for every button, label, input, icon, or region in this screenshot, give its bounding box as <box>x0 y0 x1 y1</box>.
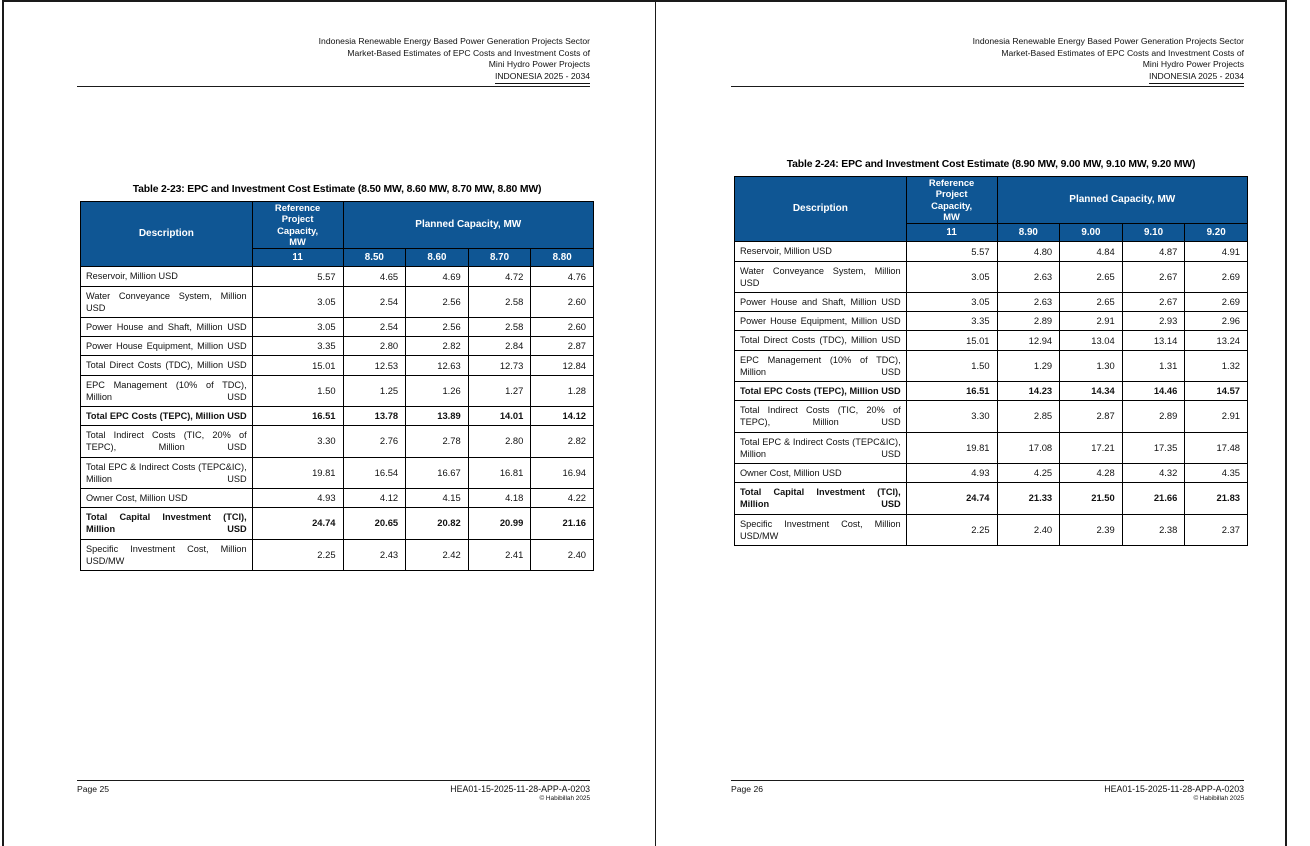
cell-planned-value: 4.22 <box>531 489 594 508</box>
header-rule <box>731 86 1244 87</box>
page-number: Page 25 <box>77 784 110 794</box>
ref-line-3: Capacity, <box>277 224 319 236</box>
cell-planned-value: 20.82 <box>406 508 469 539</box>
cell-planned-value: 2.60 <box>531 286 594 317</box>
table-row <box>81 426 594 457</box>
table-row <box>81 457 594 488</box>
row-label: Total Capital Investment (TCI), Million USD <box>735 483 907 514</box>
table-row <box>81 337 594 356</box>
table-row <box>735 350 1248 381</box>
table-row <box>81 539 594 570</box>
cost-table <box>80 201 594 571</box>
header-line-4: INDONESIA 2025 - 2034 <box>1149 71 1244 84</box>
cell-reference-value: 19.81 <box>252 457 343 488</box>
cell-planned-value: 14.46 <box>1122 382 1185 401</box>
header-line-3: Mini Hydro Power Projects <box>488 59 590 70</box>
row-label: Specific Investment Cost, Million USD/MW <box>735 514 907 545</box>
cell-planned-value: 4.76 <box>531 267 594 286</box>
ref-line-2: Project <box>281 213 314 225</box>
col-header-planned-capacity: Planned Capacity, MW <box>997 177 1247 224</box>
table-head-row-1 <box>735 177 1248 224</box>
cell-planned-value: 4.72 <box>468 267 531 286</box>
cell-reference-value: 16.51 <box>906 382 997 401</box>
subheader-planned-1: 8.90 <box>997 223 1060 242</box>
row-label: Owner Cost, Million USD <box>735 464 907 483</box>
row-label: Total Direct Costs (TDC), Million USD <box>81 356 253 375</box>
row-label: Total Direct Costs (TDC), Million USD <box>735 331 907 350</box>
cell-reference-value: 24.74 <box>906 483 997 514</box>
subheader-planned-3: 9.10 <box>1122 223 1185 242</box>
table-row <box>735 312 1248 331</box>
cell-planned-value: 4.84 <box>1060 242 1123 261</box>
ref-line-1: Reference <box>274 202 321 213</box>
cell-reference-value: 15.01 <box>252 356 343 375</box>
header-line-1: Indonesia Renewable Energy Based Power Generation Projects Sector <box>318 36 590 46</box>
cell-planned-value: 4.25 <box>997 464 1060 483</box>
header-line-1: Indonesia Renewable Energy Based Power Generation Projects Sector <box>972 36 1244 46</box>
running-header-left <box>77 36 590 87</box>
copyright-notice: © Habibillah 2025 <box>539 795 590 802</box>
running-footer-right <box>731 780 1244 802</box>
cell-reference-value: 3.05 <box>252 318 343 337</box>
table-block-left <box>80 184 594 571</box>
ref-line-4: MW <box>289 236 306 248</box>
subheader-planned-2: 9.00 <box>1060 223 1123 242</box>
row-label: Total Capital Investment (TCI), Million USD <box>81 508 253 539</box>
cell-planned-value: 21.66 <box>1122 483 1185 514</box>
cell-planned-value: 2.56 <box>406 286 469 317</box>
table-row <box>735 261 1248 292</box>
cell-planned-value: 13.78 <box>343 407 406 426</box>
cell-planned-value: 2.54 <box>343 286 406 317</box>
cell-planned-value: 2.87 <box>531 337 594 356</box>
cell-planned-value: 16.94 <box>531 457 594 488</box>
cell-planned-value: 12.94 <box>997 331 1060 350</box>
row-label: Power House and Shaft, Million USD <box>735 293 907 312</box>
cell-planned-value: 17.21 <box>1060 432 1123 463</box>
cell-planned-value: 2.78 <box>406 426 469 457</box>
ref-line-2: Project <box>935 188 968 200</box>
row-label: Total EPC Costs (TEPC), Million USD <box>735 382 907 401</box>
cell-planned-value: 14.57 <box>1185 382 1248 401</box>
ref-line-3: Capacity, <box>931 199 973 211</box>
cell-reference-value: 24.74 <box>252 508 343 539</box>
cell-reference-value: 3.35 <box>252 337 343 356</box>
cell-planned-value: 2.84 <box>468 337 531 356</box>
document-code: HEA01-15-2025-11-28-APP-A-0203 <box>450 784 590 794</box>
subheader-planned-4: 9.20 <box>1185 223 1248 242</box>
header-line-3: Mini Hydro Power Projects <box>1142 59 1244 70</box>
cell-planned-value: 2.42 <box>406 539 469 570</box>
subheader-reference-value: 11 <box>906 223 997 242</box>
cell-planned-value: 21.50 <box>1060 483 1123 514</box>
row-label: Reservoir, Million USD <box>735 242 907 261</box>
table-row <box>735 483 1248 514</box>
cell-reference-value: 3.35 <box>906 312 997 331</box>
cell-reference-value: 1.50 <box>906 350 997 381</box>
cell-planned-value: 2.65 <box>1060 261 1123 292</box>
table-row <box>81 508 594 539</box>
cell-planned-value: 21.83 <box>1185 483 1248 514</box>
col-header-reference-capacity <box>252 202 343 249</box>
row-label: Total EPC Costs (TEPC), Million USD <box>81 407 253 426</box>
cell-planned-value: 2.63 <box>997 293 1060 312</box>
cell-planned-value: 4.12 <box>343 489 406 508</box>
row-label: Total Indirect Costs (TIC, 20% of TEPC), Million USD <box>81 426 253 457</box>
cell-planned-value: 14.34 <box>1060 382 1123 401</box>
cell-planned-value: 1.30 <box>1060 350 1123 381</box>
cell-planned-value: 13.04 <box>1060 331 1123 350</box>
cell-planned-value: 2.89 <box>997 312 1060 331</box>
row-label: EPC Management (10% of TDC), Million USD <box>735 350 907 381</box>
document-code: HEA01-15-2025-11-28-APP-A-0203 <box>1104 784 1244 794</box>
cell-planned-value: 2.38 <box>1122 514 1185 545</box>
table-row <box>735 514 1248 545</box>
cell-reference-value: 2.25 <box>906 514 997 545</box>
cell-planned-value: 2.91 <box>1185 401 1248 432</box>
cell-planned-value: 2.85 <box>997 401 1060 432</box>
cell-planned-value: 17.35 <box>1122 432 1185 463</box>
cell-planned-value: 17.48 <box>1185 432 1248 463</box>
footer-rule <box>77 780 590 781</box>
header-line-4: INDONESIA 2025 - 2034 <box>495 71 590 84</box>
cell-reference-value: 3.05 <box>252 286 343 317</box>
copyright-notice: © Habibillah 2025 <box>1193 795 1244 802</box>
ref-line-4: MW <box>943 211 960 223</box>
row-label: Water Conveyance System, Million USD <box>735 261 907 292</box>
cell-planned-value: 13.24 <box>1185 331 1248 350</box>
cell-planned-value: 1.29 <box>997 350 1060 381</box>
header-line-2: Market-Based Estimates of EPC Costs and Investment Costs of <box>1001 47 1244 58</box>
cell-planned-value: 4.65 <box>343 267 406 286</box>
cell-planned-value: 2.60 <box>531 318 594 337</box>
table-row <box>81 356 594 375</box>
subheader-planned-1: 8.50 <box>343 248 406 267</box>
cell-planned-value: 1.26 <box>406 375 469 406</box>
table-row <box>735 464 1248 483</box>
cell-planned-value: 2.54 <box>343 318 406 337</box>
table-row <box>81 318 594 337</box>
cell-planned-value: 17.08 <box>997 432 1060 463</box>
cell-planned-value: 21.16 <box>531 508 594 539</box>
cell-planned-value: 14.23 <box>997 382 1060 401</box>
cell-planned-value: 12.73 <box>468 356 531 375</box>
cell-reference-value: 19.81 <box>906 432 997 463</box>
page-number: Page 26 <box>731 784 764 794</box>
footer-rule <box>731 780 1244 781</box>
cell-planned-value: 2.67 <box>1122 293 1185 312</box>
cell-planned-value: 16.81 <box>468 457 531 488</box>
ref-line-1: Reference <box>928 177 975 188</box>
cell-planned-value: 2.76 <box>343 426 406 457</box>
row-label: Power House Equipment, Million USD <box>735 312 907 331</box>
row-label: Total EPC & Indirect Costs (TEPC&IC), Million USD <box>735 432 907 463</box>
cell-reference-value: 3.30 <box>252 426 343 457</box>
col-header-planned-capacity: Planned Capacity, MW <box>343 202 593 249</box>
cell-planned-value: 2.39 <box>1060 514 1123 545</box>
cell-planned-value: 2.67 <box>1122 261 1185 292</box>
cell-planned-value: 16.67 <box>406 457 469 488</box>
table-row <box>735 293 1248 312</box>
cell-reference-value: 16.51 <box>252 407 343 426</box>
cell-planned-value: 1.32 <box>1185 350 1248 381</box>
table-row <box>81 375 594 406</box>
cell-planned-value: 12.84 <box>531 356 594 375</box>
cell-planned-value: 2.91 <box>1060 312 1123 331</box>
subheader-planned-3: 8.70 <box>468 248 531 267</box>
table-row <box>735 242 1248 261</box>
cell-planned-value: 2.80 <box>468 426 531 457</box>
table-row <box>81 489 594 508</box>
col-header-description: Description <box>735 177 907 242</box>
cell-reference-value: 3.05 <box>906 293 997 312</box>
table-row <box>735 432 1248 463</box>
row-label: Owner Cost, Million USD <box>81 489 253 508</box>
cell-planned-value: 20.65 <box>343 508 406 539</box>
cell-planned-value: 2.82 <box>406 337 469 356</box>
cell-reference-value: 4.93 <box>906 464 997 483</box>
cell-planned-value: 12.53 <box>343 356 406 375</box>
cell-planned-value: 2.63 <box>997 261 1060 292</box>
cell-planned-value: 2.40 <box>997 514 1060 545</box>
cell-planned-value: 2.41 <box>468 539 531 570</box>
cell-planned-value: 2.65 <box>1060 293 1123 312</box>
row-label: Reservoir, Million USD <box>81 267 253 286</box>
cell-reference-value: 2.25 <box>252 539 343 570</box>
cell-planned-value: 13.14 <box>1122 331 1185 350</box>
cell-reference-value: 5.57 <box>906 242 997 261</box>
cell-planned-value: 4.18 <box>468 489 531 508</box>
subheader-planned-4: 8.80 <box>531 248 594 267</box>
cell-planned-value: 12.63 <box>406 356 469 375</box>
row-label: Total EPC & Indirect Costs (TEPC&IC), Million USD <box>81 457 253 488</box>
cell-planned-value: 1.28 <box>531 375 594 406</box>
cell-planned-value: 4.32 <box>1122 464 1185 483</box>
cell-planned-value: 13.89 <box>406 407 469 426</box>
table-head-row-1 <box>81 202 594 249</box>
col-header-reference-capacity <box>906 177 997 224</box>
cell-planned-value: 4.87 <box>1122 242 1185 261</box>
header-rule <box>77 86 590 87</box>
table-row <box>735 401 1248 432</box>
table-caption: Table 2-24: EPC and Investment Cost Estimate (8.90 MW, 9.00 MW, 9.10 MW, 9.20 MW) <box>786 159 1196 170</box>
cell-planned-value: 14.12 <box>531 407 594 426</box>
table-row <box>81 286 594 317</box>
subheader-planned-2: 8.60 <box>406 248 469 267</box>
cell-reference-value: 15.01 <box>906 331 997 350</box>
cell-planned-value: 4.69 <box>406 267 469 286</box>
table-head <box>735 177 1248 242</box>
col-header-description: Description <box>81 202 253 267</box>
table-row <box>735 382 1248 401</box>
header-line-2: Market-Based Estimates of EPC Costs and Investment Costs of <box>347 47 590 58</box>
cell-planned-value: 2.37 <box>1185 514 1248 545</box>
table-row <box>81 407 594 426</box>
cell-reference-value: 3.30 <box>906 401 997 432</box>
cell-planned-value: 2.89 <box>1122 401 1185 432</box>
cell-reference-value: 4.93 <box>252 489 343 508</box>
cell-planned-value: 16.54 <box>343 457 406 488</box>
row-label: Water Conveyance System, Million USD <box>81 286 253 317</box>
cell-planned-value: 4.91 <box>1185 242 1248 261</box>
cell-planned-value: 2.58 <box>468 318 531 337</box>
cell-planned-value: 1.27 <box>468 375 531 406</box>
cell-planned-value: 4.35 <box>1185 464 1248 483</box>
cell-planned-value: 2.80 <box>343 337 406 356</box>
cell-planned-value: 1.25 <box>343 375 406 406</box>
cell-planned-value: 2.93 <box>1122 312 1185 331</box>
row-label: Power House Equipment, Million USD <box>81 337 253 356</box>
table-caption: Table 2-23: EPC and Investment Cost Estimate (8.50 MW, 8.60 MW, 8.70 MW, 8.80 MW) <box>132 184 542 195</box>
table-row <box>735 331 1248 350</box>
table-row <box>81 267 594 286</box>
cell-planned-value: 2.69 <box>1185 261 1248 292</box>
cost-table <box>734 176 1248 546</box>
cell-reference-value: 5.57 <box>252 267 343 286</box>
cell-reference-value: 1.50 <box>252 375 343 406</box>
row-label: EPC Management (10% of TDC), Million USD <box>81 375 253 406</box>
cell-reference-value: 3.05 <box>906 261 997 292</box>
cell-planned-value: 2.69 <box>1185 293 1248 312</box>
cell-planned-value: 2.96 <box>1185 312 1248 331</box>
cell-planned-value: 2.82 <box>531 426 594 457</box>
running-footer-left <box>77 780 590 802</box>
row-label: Power House and Shaft, Million USD <box>81 318 253 337</box>
cell-planned-value: 21.33 <box>997 483 1060 514</box>
table-block-right <box>734 159 1248 546</box>
cell-planned-value: 2.43 <box>343 539 406 570</box>
cell-planned-value: 1.31 <box>1122 350 1185 381</box>
running-header-right <box>731 36 1244 87</box>
table-body <box>81 267 594 571</box>
table-body <box>735 242 1248 546</box>
row-label: Total Indirect Costs (TIC, 20% of TEPC), Million USD <box>735 401 907 432</box>
cell-planned-value: 20.99 <box>468 508 531 539</box>
cell-planned-value: 2.40 <box>531 539 594 570</box>
cell-planned-value: 14.01 <box>468 407 531 426</box>
cell-planned-value: 4.28 <box>1060 464 1123 483</box>
cell-planned-value: 2.56 <box>406 318 469 337</box>
row-label: Specific Investment Cost, Million USD/MW <box>81 539 253 570</box>
table-head <box>81 202 594 267</box>
cell-planned-value: 4.15 <box>406 489 469 508</box>
cell-planned-value: 4.80 <box>997 242 1060 261</box>
cell-planned-value: 2.58 <box>468 286 531 317</box>
cell-planned-value: 2.87 <box>1060 401 1123 432</box>
subheader-reference-value: 11 <box>252 248 343 267</box>
